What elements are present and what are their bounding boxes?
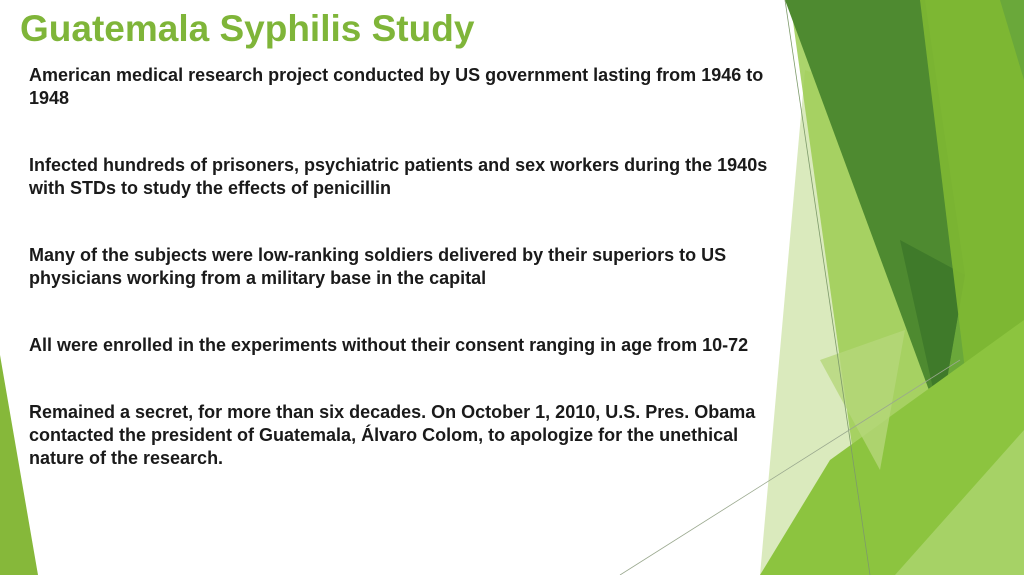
bullet-item: Many of the subjects were low-ranking soldiers delivered by their superiors to US physicians working from a military base in the capital xyxy=(29,245,727,288)
slide-title: Guatemala Syphilis Study xyxy=(20,8,475,49)
bullet-item: American medical research project conducted by US government lasting from 1946 to 1948 xyxy=(29,65,764,108)
bullet-item: Remained a secret, for more than six decades. On October 1, 2010, U.S. Pres. Obama contacted the president of Guatemala, Álvaro Colom, to apologize for the unethical nature of the research. xyxy=(29,402,756,468)
bullet-list xyxy=(29,64,774,514)
bullet-item: All were enrolled in the experiments without their consent ranging in age from 10-72 xyxy=(29,335,749,355)
bullet-item: Infected hundreds of prisoners, psychiatric patients and sex workers during the 1940s with STDs to study the effects of penicillin xyxy=(29,155,768,198)
